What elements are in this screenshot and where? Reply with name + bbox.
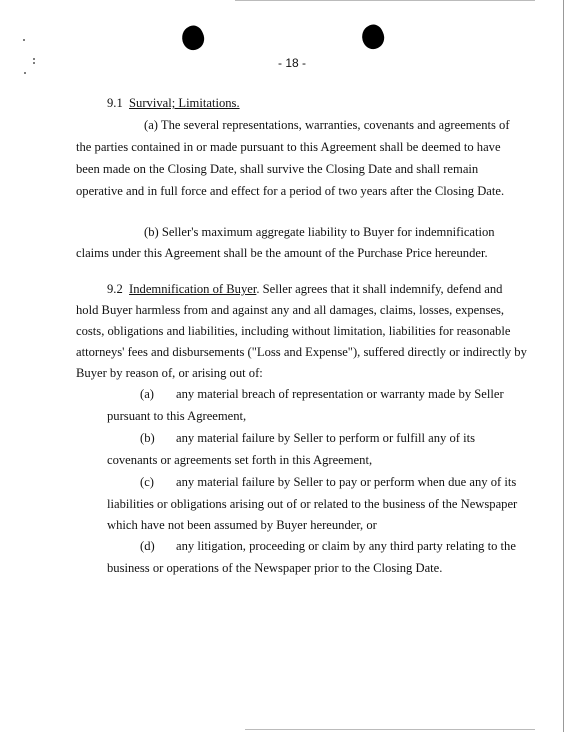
list-item-label: (a) <box>140 387 154 401</box>
scan-speck <box>24 72 26 74</box>
list-item-text: any material failure by Seller to perform or fulfill any of its <box>176 431 476 445</box>
paragraph-line: Buyer by reason of, or arising out of: <box>76 366 263 380</box>
paragraph-line: been made on the Closing Date, shall survive the Closing Date and shall remain <box>76 162 479 176</box>
section-9-1-heading <box>107 96 240 111</box>
punch-hole-right <box>358 21 388 52</box>
list-item-text: any material breach of representation or warranty made by Seller <box>176 387 504 401</box>
list-item-text: any litigation, proceeding or claim by any third party relating to the <box>176 539 516 553</box>
list-item-text: business or operations of the Newspaper prior to the Closing Date. <box>107 561 443 575</box>
paragraph-line: costs, obligations and liabilities, including without limitation, liabilities for reasonable <box>76 324 511 338</box>
paragraph-line: (a) The several representations, warranties, covenants and agreements of <box>144 118 510 132</box>
paragraph-line: operative and in full force and effect for a period of two years after the Closing Date. <box>76 184 505 198</box>
scan-speck <box>33 58 35 60</box>
section-number: 9.2 <box>107 282 123 296</box>
page-number: - 18 - <box>278 56 307 70</box>
list-item-text: covenants or agreements set forth in this Agreement, <box>107 453 373 467</box>
section-number: 9.1 <box>107 96 123 110</box>
list-item-text: which have not been assumed by Buyer hereunder, or <box>107 518 377 532</box>
scan-edge-right <box>563 0 564 732</box>
scan-speck <box>33 62 35 64</box>
scan-edge-top <box>235 0 535 1</box>
paragraph-text: . Seller agrees that it shall indemnify, defend and <box>256 282 503 296</box>
section-9-2-first-line <box>107 282 502 297</box>
scan-speck <box>23 39 25 41</box>
section-title: Indemnification of Buyer <box>129 282 257 296</box>
list-item-text: pursuant to this Agreement, <box>107 409 247 423</box>
list-item-label: (c) <box>140 475 154 489</box>
paragraph-line: (b) Seller's maximum aggregate liability to Buyer for indemnification <box>144 225 495 239</box>
paragraph-line: attorneys' fees and disbursements ("Loss and Expense"), suffered directly or indirectly by <box>76 345 527 359</box>
list-item-text: liabilities or obligations arising out of or related to the business of the Newspaper <box>107 497 518 511</box>
list-item-label: (b) <box>140 431 155 445</box>
punch-hole-left <box>178 22 208 53</box>
paragraph-line: claims under this Agreement shall be the amount of the Purchase Price hereunder. <box>76 246 488 260</box>
section-title: Survival; Limitations. <box>129 96 240 110</box>
scan-edge-bottom <box>245 729 535 730</box>
paragraph-line: the parties contained in or made pursuant to this Agreement shall be deemed to have <box>76 140 501 154</box>
paragraph-line: hold Buyer harmless from and against any and all damages, claims, losses, expenses, <box>76 303 505 317</box>
list-item-label: (d) <box>140 539 155 553</box>
list-item-text: any material failure by Seller to pay or perform when due any of its <box>176 475 517 489</box>
